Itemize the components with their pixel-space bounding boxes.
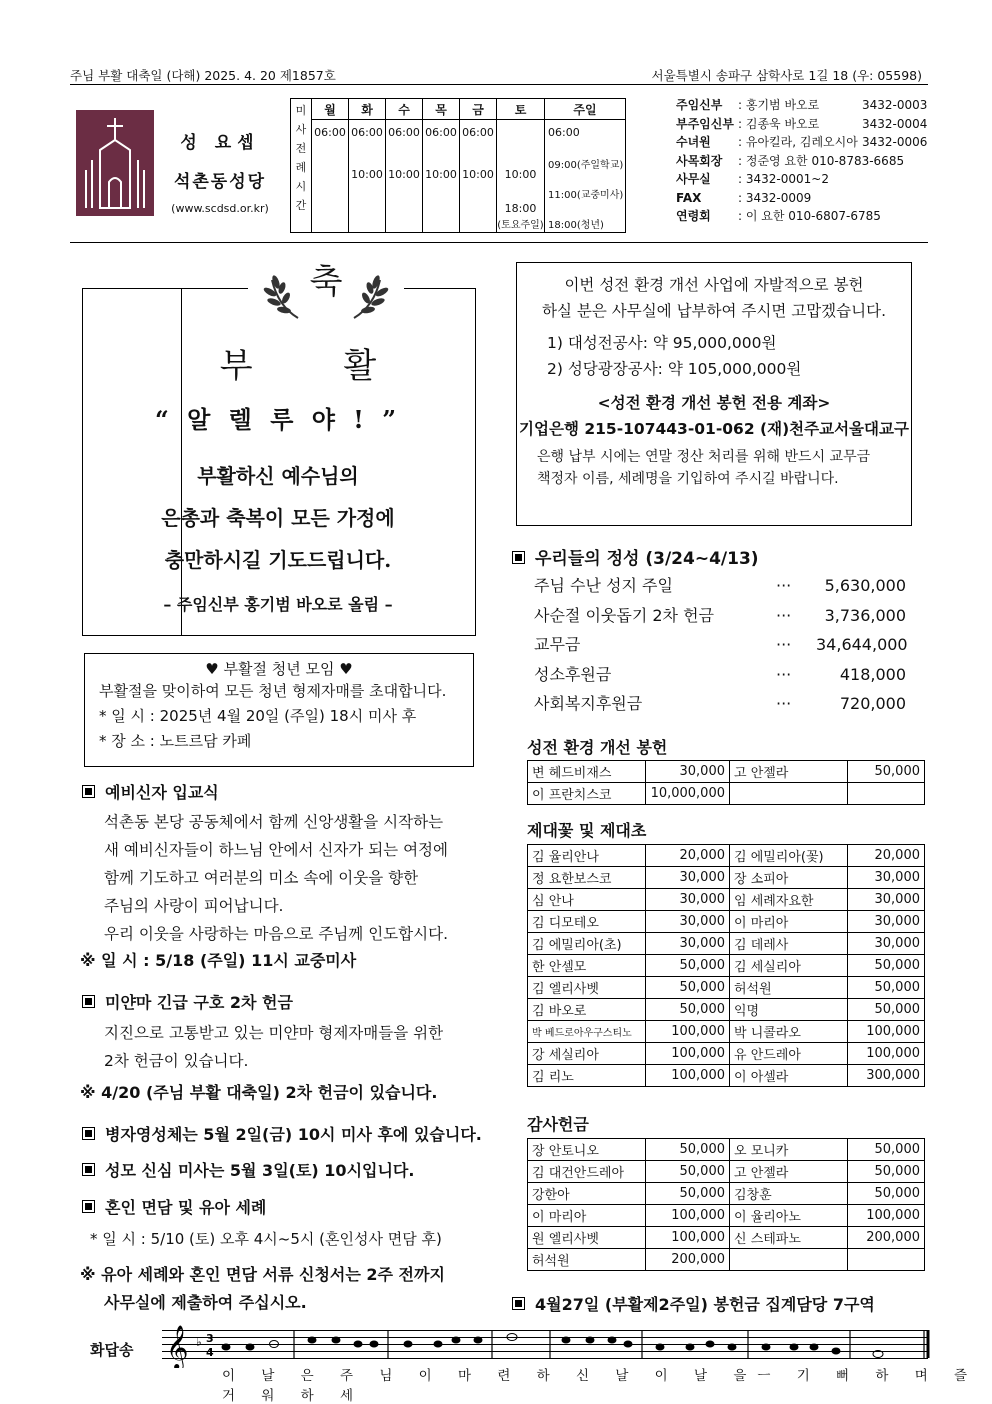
donor-name: 김 디모테오 — [528, 911, 646, 933]
table-row — [528, 977, 925, 999]
donor-name: 신 스테파노 — [730, 1227, 848, 1249]
section-bullet-icon — [82, 1127, 95, 1140]
staff-row: 사목회장 : 정준영 요한 010-8783-6685 — [676, 153, 905, 168]
list-item: 사순절 이웃돕기 2차 헌금 ··· 3,736,000 — [534, 605, 906, 625]
table-row — [528, 1227, 925, 1249]
donor-name: 허석원 — [730, 977, 848, 999]
donor-amount: 50,000 — [646, 1161, 730, 1183]
donor-amount: 50,000 — [848, 977, 925, 999]
donor-amount: 50,000 — [646, 955, 730, 977]
donor-name — [730, 783, 848, 805]
donation-intro: 이번 성전 환경 개선 사업에 자발적으로 봉헌 하실 분은 사무실에 납부하여 주시면 고맙겠습니다. — [542, 276, 886, 320]
table-row — [528, 1043, 925, 1065]
list-item: 사회복지후원금 ··· 720,000 — [534, 694, 906, 713]
staff-row: FAX : 3432-0009 — [676, 190, 812, 205]
donor-name: 이 아셀라 — [730, 1065, 848, 1087]
donor-amount — [848, 783, 925, 805]
donor-name: 이 율리아노 — [730, 1205, 848, 1227]
section-bullet-icon — [512, 1297, 525, 1310]
youth-invite: 부활절을 맞이하여 모든 청년 형제자매를 초대합니다. — [99, 682, 447, 700]
myanmar-text: 지진으로 고통받고 있는 미얀마 형제자매들을 위한 2차 헌금이 있습니다. — [104, 1024, 444, 1070]
day-thu: 목 — [423, 99, 460, 120]
staff-row: 수녀원 : 유아킬라, 김레오시아 3432-0006 — [676, 135, 928, 149]
donor-name: 김 엘리사벳 — [528, 977, 646, 999]
header-divider — [70, 84, 928, 85]
donor-name: 한 안셀모 — [528, 955, 646, 977]
donor-amount: 50,000 — [646, 977, 730, 999]
donor-amount: 100,000 — [848, 1205, 925, 1227]
parish-logo — [76, 110, 154, 216]
donor-amount: 50,000 — [848, 1183, 925, 1205]
day-sat: 토 — [497, 99, 545, 120]
donation-note: 은행 납부 시에는 연말 정산 처리를 위해 반드시 교무금 책정자 이름, 세례명을 기입하여 주시길 바랍니다. — [537, 449, 871, 487]
catechumen-title: 예비신자 입교식 — [82, 780, 219, 803]
staff-row: 연령회 : 이 요한 010-6807-6785 — [676, 209, 881, 223]
donor-name: 김 데레사 — [730, 933, 848, 955]
table-row — [528, 1249, 925, 1271]
easter-message-line2: 은총과 축복이 모든 가정에 — [161, 506, 395, 530]
gift-thanks-table — [527, 1138, 925, 1271]
donor-name: 고 안젤라 — [730, 1161, 848, 1183]
donor-name: 이 프란치스코 — [528, 783, 646, 805]
youth-title: ♥ 부활절 청년 모임 ♥ — [205, 660, 353, 678]
donor-amount: 100,000 — [646, 1043, 730, 1065]
easter-title-block — [248, 262, 404, 324]
gift-altar-table — [527, 844, 925, 1087]
easter-message-line3: 충만하시길 기도드립니다. — [164, 548, 392, 572]
mass-times-fri: 06:00 10:00 — [460, 120, 497, 233]
day-wed: 수 — [386, 99, 423, 120]
donation-account: <성전 환경 개선 봉헌 전용 계좌> 기업은행 215-107443-01-062 (재)천주교서울대교구 — [519, 394, 909, 438]
day-mon: 월 — [312, 99, 349, 120]
donor-amount: 300,000 — [848, 1065, 925, 1087]
donor-name: 장 소피아 — [730, 867, 848, 889]
table-row — [528, 889, 925, 911]
donor-amount: 30,000 — [646, 761, 730, 783]
table-row — [528, 911, 925, 933]
donor-amount: 50,000 — [848, 761, 925, 783]
donor-amount: 30,000 — [646, 933, 730, 955]
gift-renovation-title: 성전 환경 개선 봉헌 — [527, 738, 668, 757]
header-bottom-divider — [70, 242, 928, 243]
day-fri: 금 — [460, 99, 497, 120]
donor-name: 허석원 — [528, 1249, 646, 1271]
donor-amount: 50,000 — [646, 999, 730, 1021]
svg-text:♭: ♭ — [196, 1335, 202, 1349]
section-bullet-icon — [82, 1200, 95, 1213]
table-row — [528, 1161, 925, 1183]
gift-altar-title: 제대꽃 및 제대초 — [527, 821, 647, 840]
donor-amount: 200,000 — [848, 1227, 925, 1249]
list-item: 교무금 ··· 34,644,000 — [534, 635, 908, 654]
donor-name: 임 세례자요한 — [730, 889, 848, 911]
easter-heading: 부 활 — [219, 346, 417, 386]
donor-name: 박 니콜라오 — [730, 1021, 848, 1043]
donor-name: 강 세실리아 — [528, 1043, 646, 1065]
parish-name — [160, 128, 280, 215]
donor-name: 강한아 — [528, 1183, 646, 1205]
mass-times-wed: 06:00 10:00 — [386, 120, 423, 233]
alleluia: “ 알 렐 루 야 ! ” — [154, 405, 401, 434]
donor-name: 이 마리아 — [528, 1205, 646, 1227]
marriage-note1: ※ 유아 세례와 혼인 면담 서류 신청서는 2주 전까지 — [80, 1265, 445, 1284]
donor-amount: 200,000 — [646, 1249, 730, 1271]
day-tue: 화 — [349, 99, 386, 120]
donor-amount: 30,000 — [646, 911, 730, 933]
mass-side-label: 미 사 전 례 시 간 — [291, 99, 312, 233]
donor-amount: 50,000 — [646, 1183, 730, 1205]
table-row — [528, 1021, 925, 1043]
easter-celebration-title: 축 — [309, 262, 343, 302]
donor-name: 김 세실리아 — [730, 955, 848, 977]
donor-amount: 50,000 — [848, 1161, 925, 1183]
mass-times-thu: 06:00 10:00 — [423, 120, 460, 233]
psalm-label: 화답송 — [90, 1341, 134, 1359]
table-row — [528, 1139, 925, 1161]
donor-amount: 100,000 — [646, 1205, 730, 1227]
parish-website: (www.scdsd.or.kr) — [171, 202, 269, 215]
donor-name — [730, 1249, 848, 1271]
marriage-note2: 사무실에 제출하여 주십시오. — [104, 1293, 307, 1312]
psalm-melody-icon — [162, 1320, 930, 1368]
section-bullet-icon — [512, 551, 525, 564]
staff-directory — [676, 96, 932, 226]
donor-name: 익명 — [730, 999, 848, 1021]
donor-amount: 30,000 — [646, 867, 730, 889]
list-item: 성소후원금 ··· 418,000 — [534, 664, 906, 684]
donor-name: 오 모니카 — [730, 1139, 848, 1161]
donor-amount: 10,000,000 — [646, 783, 730, 805]
donor-amount: 30,000 — [646, 889, 730, 911]
donor-amount — [848, 1249, 925, 1271]
youth-place: * 장 소 : 노트르담 카페 — [99, 732, 252, 750]
donor-name: 박 베드로아우구스티노 — [528, 1021, 646, 1043]
donor-name: 장 안토니오 — [528, 1139, 646, 1161]
day-sun: 주일 — [545, 99, 626, 120]
donor-amount: 100,000 — [848, 1043, 925, 1065]
mass-times-sun: 06:00 09:00(주일학교) 11:00(교중미사) 18:00(청년) — [545, 120, 626, 233]
donor-amount: 50,000 — [848, 955, 925, 977]
table-row — [528, 999, 925, 1021]
table-row — [528, 783, 925, 805]
donor-name: 김 바오로 — [528, 999, 646, 1021]
donor-name: 고 안젤라 — [730, 761, 848, 783]
staff-row: 사무실 : 3432-0001~2 — [676, 172, 829, 186]
donor-amount: 20,000 — [848, 845, 925, 867]
parish-name-line2: 석촌동성당 — [173, 172, 267, 192]
svg-text:𝄞: 𝄞 — [166, 1325, 189, 1368]
table-row — [528, 1065, 925, 1087]
offering-title: 우리들의 정성 (3/24~4/13) — [512, 544, 759, 569]
easter-signature: – 주임신부 홍기범 바오로 올림 – — [163, 595, 393, 614]
donor-name: 이 마리아 — [730, 911, 848, 933]
section-bullet-icon — [82, 785, 95, 798]
donor-name: 김 에밀리아(꽃) — [730, 845, 848, 867]
easter-message-line1: 부활하신 예수님의 — [197, 464, 359, 488]
offering-list — [534, 571, 906, 719]
staff-row: 부주임신부 : 김종욱 바오로 3432-0004 — [676, 116, 928, 131]
donor-amount: 100,000 — [646, 1065, 730, 1087]
donor-amount: 30,000 — [848, 867, 925, 889]
marriage-title: 혼인 면담 및 유아 세례 — [82, 1195, 266, 1218]
staff-row: 주임신부 : 홍기범 바오로 3432-0003 — [676, 98, 928, 112]
svg-text:3: 3 — [206, 1332, 214, 1345]
section-bullet-icon — [82, 1163, 95, 1176]
table-row — [528, 867, 925, 889]
parish-address: 서울특별시 송파구 삼학사로 1길 18 (우: 05598) — [651, 68, 922, 83]
donor-amount: 30,000 — [848, 933, 925, 955]
mass-schedule-table — [290, 98, 626, 233]
svg-text:4: 4 — [206, 1346, 214, 1359]
table-row — [528, 1205, 925, 1227]
collection-duty: 4월27일 (부활제2주일) 봉헌금 집계담당 7구역 — [512, 1292, 875, 1315]
table-row — [528, 761, 925, 783]
donor-name: 김 율리안나 — [528, 845, 646, 867]
gift-thanks-title: 감사헌금 — [527, 1115, 589, 1134]
donor-amount: 100,000 — [646, 1227, 730, 1249]
myanmar-title: 미얀마 긴급 구호 2차 헌금 — [82, 990, 293, 1013]
donor-name: 유 안드레아 — [730, 1043, 848, 1065]
psalm-lyrics: 이 날 은 주 님 이 마 련 하 신 날 이 날 을ㅡ 기 뻐 하 며 즐 거 워 하 세 — [222, 1368, 979, 1404]
marian-mass: 성모 신심 미사는 5월 3일(토) 10시입니다. — [82, 1158, 414, 1181]
donor-name: 김 에밀리아(초) — [528, 933, 646, 955]
marriage-date: * 일 시 : 5/10 (토) 오후 4시~5시 (혼인성사 면담 후) — [90, 1230, 442, 1248]
donor-amount: 20,000 — [646, 845, 730, 867]
list-item: 주님 수난 성지 주일 ··· 5,630,000 — [534, 576, 906, 595]
donor-name: 정 요한보스코 — [528, 867, 646, 889]
donor-amount: 50,000 — [646, 1139, 730, 1161]
catechumen-text: 석촌동 본당 공동체에서 함께 신앙생활을 시작하는 새 예비신자들이 하느님 안에서 신자가 되는 여정에 함께 기도하고 여러분의 미소 속에 이웃을 향한 주님의 사랑이 피어납니다. 우리 이웃을 사랑하는 마음으로 주님께 인도합시다. — [104, 813, 448, 943]
donor-amount: 50,000 — [848, 999, 925, 1021]
donor-name: 변 헤드비재스 — [528, 761, 646, 783]
donor-amount: 30,000 — [848, 889, 925, 911]
table-row — [528, 845, 925, 867]
youth-date: * 일 시 : 2025년 4월 20일 (주일) 18시 미사 후 — [99, 707, 417, 725]
donor-name: 심 안나 — [528, 889, 646, 911]
myanmar-note: ※ 4/20 (주님 부활 대축일) 2차 헌금이 있습니다. — [80, 1083, 438, 1102]
gift-renovation-table — [527, 760, 925, 805]
sick-communion: 병자영성체는 5월 2일(금) 10시 미사 후에 있습니다. — [82, 1122, 482, 1145]
donation-items: 1) 대성전공사: 약 95,000,000원 2) 성당광장공사: 약 105,000,000원 — [547, 334, 802, 378]
donor-name: 김 대건안드레아 — [528, 1161, 646, 1183]
youth-gathering-box — [84, 653, 474, 767]
donor-amount: 100,000 — [646, 1021, 730, 1043]
mass-times-tue: 06:00 10:00 — [349, 120, 386, 233]
table-row — [528, 955, 925, 977]
table-row — [528, 1183, 925, 1205]
section-bullet-icon — [82, 995, 95, 1008]
donor-amount: 30,000 — [848, 911, 925, 933]
renovation-donation-box — [516, 262, 912, 526]
donor-name: 김 리노 — [528, 1065, 646, 1087]
mass-times-mon: 06:00 — [312, 120, 349, 233]
parish-name-line1: 성 요셉 — [180, 133, 260, 153]
mass-times-sat: 10:00 18:00 (토요주일) — [497, 120, 545, 233]
issue-info: 주님 부활 대축일 (다해) 2025. 4. 20 제1857호 — [70, 68, 336, 83]
catechumen-date: ※ 일 시 : 5/18 (주일) 11시 교중미사 — [80, 951, 357, 970]
table-row — [528, 933, 925, 955]
donor-name: 김창훈 — [730, 1183, 848, 1205]
donor-amount: 100,000 — [848, 1021, 925, 1043]
donor-name: 원 엘리사벳 — [528, 1227, 646, 1249]
donor-amount: 50,000 — [848, 1139, 925, 1161]
